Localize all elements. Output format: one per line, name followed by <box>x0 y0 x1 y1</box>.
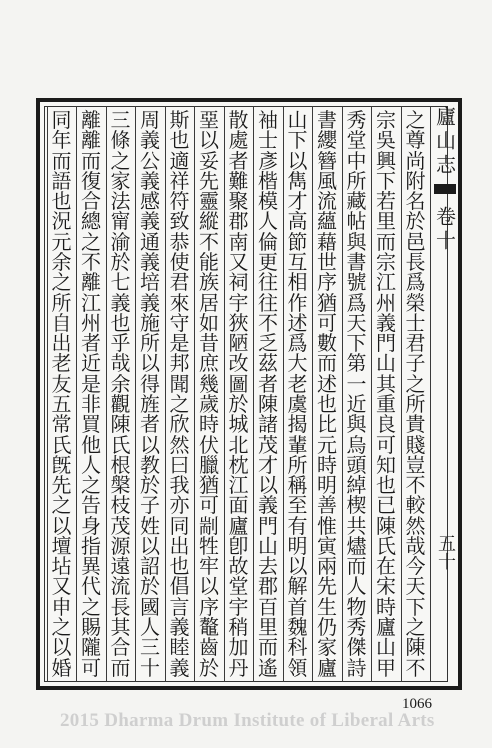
text-column: 堊 以 妥 先 靈 縱 不 能 族 居 如 昔 庶 幾 歲 時 伏 臘 猶 可 剬 牲 牢 以 序 鼇 齒 於 <box>199 108 219 680</box>
column-rule <box>342 106 343 682</box>
text-column: 袖 士 彥 楷 模 人 倫 更 往 往 不 乏 茲 者 陳 諸 茂 才 以 義 門 山 去 郡 百 里 而 遙 <box>258 108 278 680</box>
text-column: 周 義 公 義 感 義 通 義 培 義 施 所 以 得 旌 者 以 教 於 子 姓 以 詔 於 國 人 三 十 <box>140 108 160 680</box>
spine-column <box>430 100 460 688</box>
column-rule <box>194 106 195 682</box>
column-rule <box>283 106 284 682</box>
text-column: 同 年 而 語 也 況 元 余 之 所 自 出 老 友 五 常 氏 旣 先 之 以 壇 坫 又 申 之 以 婚 <box>51 108 72 680</box>
text-column: 山 下 以 雋 才 高 節 互 相 作 述 爲 大 老 虞 揭 輩 所 稱 至 有 明 以 解 首 魏 科 領 <box>287 108 308 680</box>
column-rule <box>106 106 107 682</box>
watermark: 2015 Dharma Drum Institute of Liberal Arts <box>60 710 435 731</box>
text-column: 散 處 者 難 聚 郡 南 又 祠 宇 狹 陋 改 圖 於 城 北 枕 江 面 廬 卽 故 堂 宇 稍 加 丹 <box>228 108 249 680</box>
column-rule <box>165 106 166 682</box>
column-rule <box>401 106 402 682</box>
text-column: 離 離 而 復 合 總 之 不 離 江 州 者 近 是 非 買 他 人 之 告 身 指 異 代 之 賜 隴 可 <box>81 108 101 680</box>
book-title: 廬山志 <box>432 106 457 178</box>
text-column: 之 尊 尚 附 名 於 邑 長 爲 榮 士 君 子 之 所 貴 賤 豈 不 較 然 哉 今 天 下 之 陳 不 <box>405 108 426 680</box>
text-column: 三 條 之 家 法 甯 渝 於 七 義 也 乎 哉 余 觀 陳 氏 根 槃 枝 茂 源 遠 流 長 其 合 而 <box>110 108 131 680</box>
column-rule <box>224 106 225 682</box>
column-rule <box>253 106 254 682</box>
page-number: 1066 <box>402 696 432 712</box>
juan-label: 卷十 <box>432 206 457 254</box>
fishtail-mark <box>434 184 456 194</box>
text-column: 斯 也 適 祥 符 致 恭 使 君 來 守 是 邦 聞 之 欣 然 曰 我 亦 同 出 也 倡 言 義 睦 義 <box>169 108 190 680</box>
column-rule <box>135 106 136 682</box>
column-rule <box>76 106 77 682</box>
column-rule <box>47 106 48 682</box>
text-column: 宗 吳 興 下 若 里 而 宗 江 州 義 門 山 其 重 良 可 知 也 已 陳 氏 在 宋 時 廬 山 甲 <box>376 108 396 680</box>
text-column: 秀 堂 中 所 藏 帖 與 書 號 爲 天 下 第 一 近 與 烏 頭 綽 楔 共 燼 而 人 物 秀 傑 詩 <box>346 108 367 680</box>
column-rule <box>371 106 372 682</box>
folio-number: 五十 <box>435 534 456 570</box>
text-column: 書 纓 簪 風 流 蘊 藉 世 序 猶 可 數 而 述 也 比 元 時 明 善 惟 寅 兩 先 生 仍 家 廬 <box>317 108 337 680</box>
column-rule <box>312 106 313 682</box>
